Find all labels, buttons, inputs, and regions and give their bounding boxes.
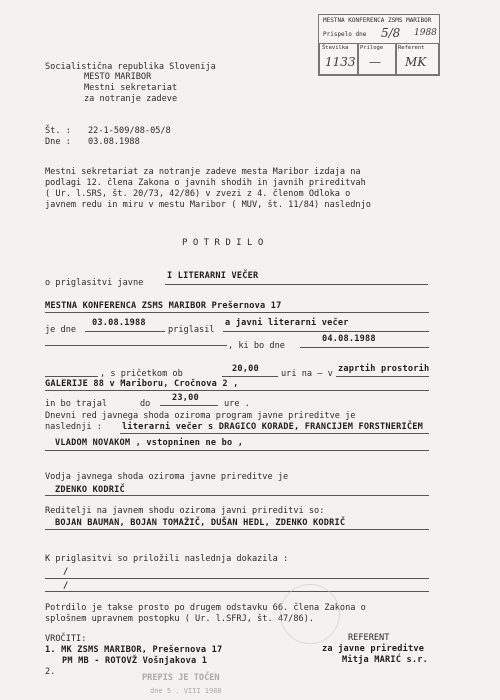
header-secretariat: Mestni sekretariat: [84, 83, 178, 93]
value-start-time: 20,00: [232, 364, 259, 374]
label-je-dne: je dne: [45, 325, 77, 335]
header-department: za notranje zadeve: [84, 94, 178, 104]
agenda-line-1: Dnevni red javnega shoda oziroma program javne prireditve je: [45, 411, 356, 421]
value-agenda-2: VLADOM NOVAKOM , vstopninen ne bo ,: [55, 438, 244, 448]
stamp-col2-value: —: [369, 55, 381, 69]
label-do: do: [140, 399, 151, 409]
ref-number-value: 22-1-509/88-05/8: [88, 126, 171, 136]
header-republic: Socialistična republika Slovenija: [45, 62, 216, 72]
intro-line-2: podlagi 12. člena Zakona o javnih shodih in javnih prireditvah: [45, 178, 366, 188]
value-end-time: 23,00: [172, 393, 199, 403]
stamp-col1-label: Številka: [322, 45, 349, 51]
stamp-received-year: 1988: [414, 28, 437, 38]
ref-date-label: Dne :: [45, 137, 71, 147]
header-city: MESTO MARIBOR: [84, 72, 152, 82]
value-event-name: I LITERARNI VEČER: [167, 271, 259, 281]
ref-date-value: 03.08.1988: [88, 137, 140, 147]
value-venue-2: GALERIJE 88 v Mariboru, Cročnova 2 ,: [45, 379, 239, 389]
label-ure: ure .: [224, 399, 250, 409]
registry-stamp: [318, 14, 440, 76]
referent-sub: za javne prireditve: [322, 644, 425, 654]
stamp-received-value: 5/8: [381, 26, 401, 40]
copy-stamp-date: dne 5 . VIII 1988: [150, 687, 222, 695]
official-seal: [280, 584, 340, 644]
footer-item-1: 1. MK ZSMS MARIBOR, Prešernova 17: [45, 645, 223, 655]
label-leader: Vodja javnega shoda oziroma javne prireditve je: [45, 472, 289, 482]
footer-vrociti: VROČITI:: [45, 634, 87, 644]
value-attachments-2: /: [63, 581, 69, 591]
intro-line-4: javnem redu in miru v mestu Maribor ( MUV, št. 11/84) naslednjo: [45, 200, 371, 210]
value-event-type: a javni literarni večer: [225, 318, 349, 328]
footer-item-3: 2.: [45, 667, 56, 677]
footer-item-2: PM MB - ROTOVŽ Vošnjakova 1: [62, 656, 208, 666]
ref-number-label: Št. :: [45, 126, 71, 136]
value-stewards: BOJAN BAUMAN, BOJAN TOMAŽIČ, DUŠAN HEDL, ZDENKO KODRIČ: [55, 518, 346, 528]
stamp-col3-label: Referent: [398, 45, 425, 51]
stamp-title: MESTNA KONFERENCA ZSMS MARIBOR: [323, 17, 432, 24]
stamp-col1-value: 1133: [325, 55, 356, 69]
label-in-bo-trajal: in bo trajal: [45, 399, 108, 409]
stamp-received-label: Prispelo dne: [323, 31, 367, 38]
label-s-pricetkom: , s pričetkom ob: [100, 369, 183, 379]
copy-stamp: PREPIS JE TOČEN: [142, 673, 220, 683]
value-organizer: MESTNA KONFERENCA ZSMS MARIBOR Prešernova 17: [45, 301, 282, 311]
value-venue-1: zaprtih prostorih: [338, 364, 430, 374]
value-event-date: 04.08.1988: [322, 334, 376, 344]
label-o-priglasitvi: o priglasitvi javne: [45, 278, 144, 288]
label-ki-bo-dne: , ki bo dne: [228, 341, 285, 351]
document-heading: P O T R D I L O: [182, 238, 264, 248]
referent-name: Mitja MARIĆ s.r.: [342, 655, 428, 665]
stamp-col3-value: MK: [405, 55, 427, 69]
value-attachments-1: /: [63, 567, 69, 577]
fee-line-2: splošnem upravnem postopku ( Ur. l.SFRJ, št. 47/86).: [45, 614, 315, 624]
label-priglasil: priglasil: [168, 325, 215, 335]
value-agenda-1: literarni večer s DRAGICO KORADE, FRANCIJEM FORSTNERIČEM: [122, 422, 423, 432]
intro-line-1: Mestni sekretariat za notranje zadeve mesta Maribor izdaja na: [45, 167, 361, 177]
label-uri-na: uri na – v: [281, 369, 333, 379]
fee-line-1: Potrdilo je takse prosto po drugem odstavku 66. člena Zakona o: [45, 603, 366, 613]
agenda-line-2: naslednji :: [45, 422, 102, 432]
stamp-col2-label: Priloge: [360, 45, 384, 51]
label-stewards: Reditelji na javnem shodu oziroma javni prireditvi so:: [45, 506, 325, 516]
value-notify-date: 03.08.1988: [92, 318, 146, 328]
referent-label: REFERENT: [348, 633, 390, 643]
value-leader: ZDENKO KODRIČ: [55, 485, 125, 495]
intro-line-3: ( Ur. l.SRS, št. 20/73, 42/86) v zvezi z 4. členom Odloka o: [45, 189, 351, 199]
label-attachments: K priglasitvi so priložili naslednja dokazila :: [45, 554, 289, 564]
